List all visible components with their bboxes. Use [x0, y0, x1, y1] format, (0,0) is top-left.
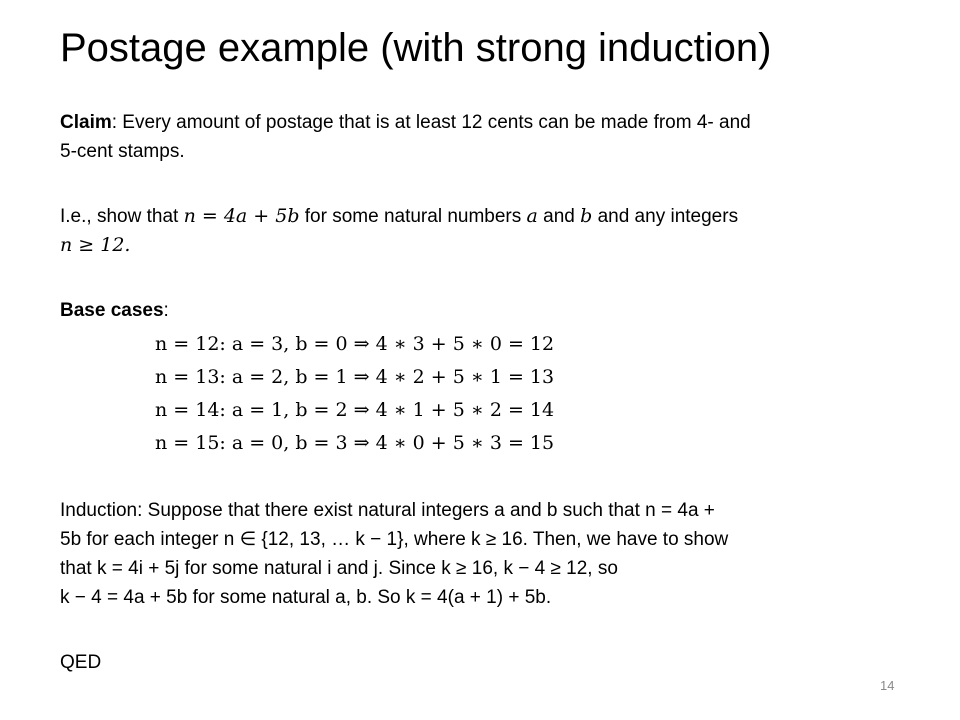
- claim-text: : Every amount of postage that is at least 12 cents can be made from 4- and: [111, 112, 751, 133]
- induction-paragraph: [60, 496, 910, 612]
- ie-prefix: I.e., show that: [60, 206, 184, 227]
- base-cases-list: [155, 330, 855, 458]
- page-number: 14: [880, 678, 895, 693]
- base-case-14: n = 14: a = 1, b = 2 ⇒ 4 ∗ 1 + 5 ∗ 2 = 14: [155, 399, 555, 421]
- induction-line-4: k − 4 = 4a + 5b for some natural a, b. So k = 4(a + 1) + 5b.: [60, 587, 552, 608]
- claim-label: Claim: [60, 112, 112, 133]
- base-case-12: n = 12: a = 3, b = 0 ⇒ 4 ∗ 3 + 5 ∗ 0 = 12: [155, 333, 555, 355]
- slide-title: Postage example (with strong induction): [60, 26, 772, 70]
- base-cases-label: Base cases: [60, 300, 164, 321]
- base-case-13: n = 13: a = 2, b = 1 ⇒ 4 ∗ 2 + 5 ∗ 1 = 13: [155, 366, 555, 388]
- qed-text: QED: [60, 652, 102, 673]
- ie-mid: for some natural numbers: [299, 206, 527, 227]
- claim-line-2: 5-cent stamps.: [60, 141, 185, 162]
- base-cases-heading: [60, 296, 910, 325]
- claim-paragraph: [60, 108, 910, 166]
- ie-suffix: and any integers: [592, 206, 739, 227]
- ie-var-a: a: [526, 205, 538, 227]
- base-case-15: n = 15: a = 0, b = 3 ⇒ 4 ∗ 0 + 5 ∗ 3 = 15: [155, 432, 555, 454]
- ie-var-b: b: [580, 205, 593, 227]
- ie-line-2: n ≥ 12.: [60, 234, 131, 256]
- base-cases-colon: :: [163, 300, 169, 321]
- induction-line-1: Induction: Suppose that there exist natural integers a and b such that n = 4a +: [60, 500, 715, 521]
- ie-equation: n = 4a + 5b: [183, 205, 300, 227]
- induction-line-2: 5b for each integer n ∈ {12, 13, … k − 1}, where k ≥ 16. Then, we have to show: [60, 529, 729, 550]
- induction-line-3: that k = 4i + 5j for some natural i and j. Since k ≥ 16, k − 4 ≥ 12, so: [60, 558, 618, 579]
- ie-line-1: [60, 202, 910, 231]
- claim-line-1: [60, 108, 910, 137]
- ie-paragraph: [60, 202, 910, 260]
- ie-and: and: [537, 206, 581, 227]
